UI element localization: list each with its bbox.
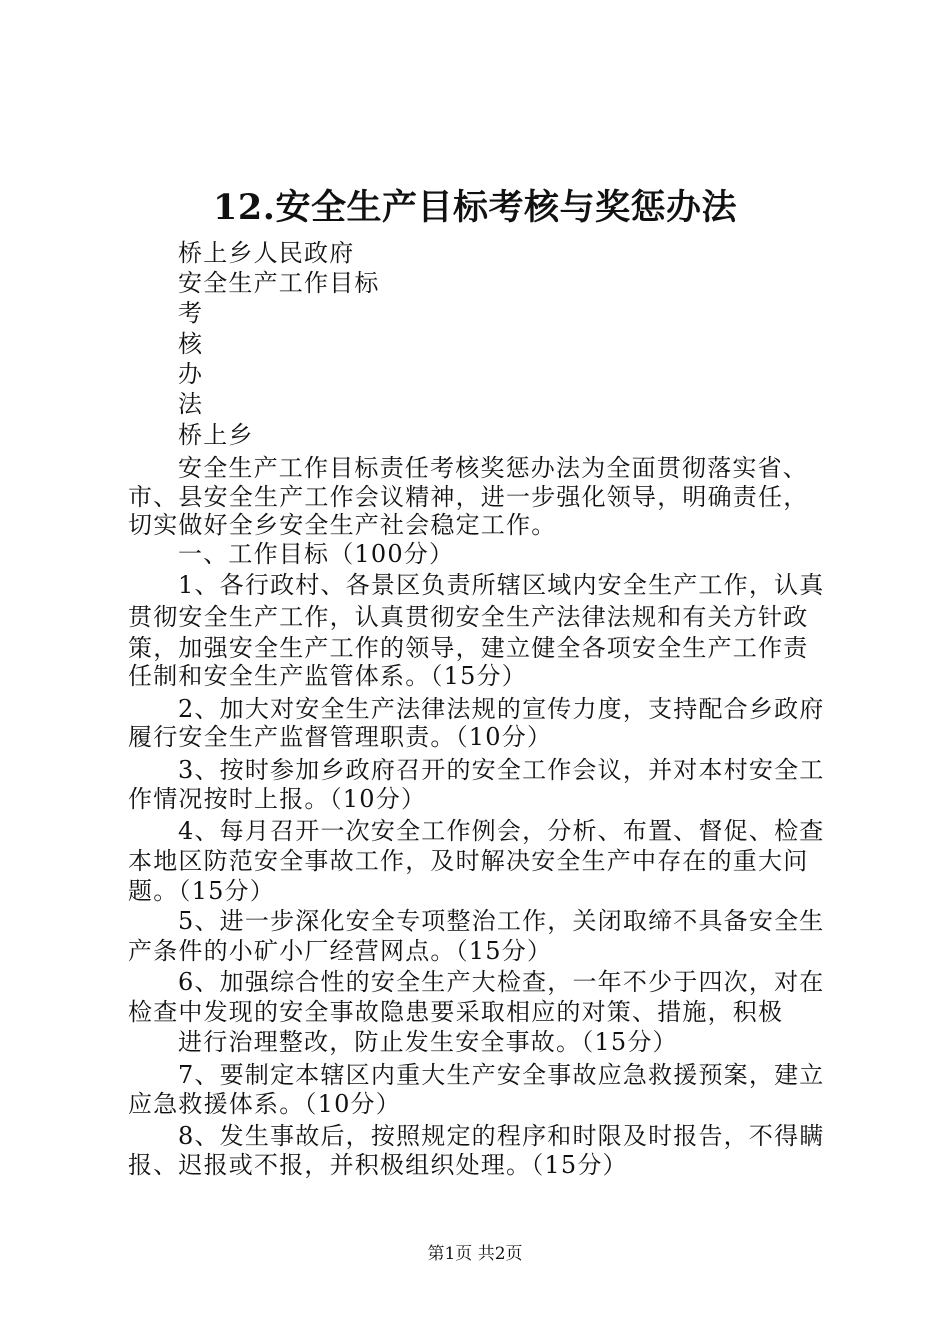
paragraph-line: 检查中发现的安全事故隐患要采取相应的对策、措施，积极 bbox=[128, 998, 784, 1026]
text-line: 安全生产工作目标 bbox=[178, 269, 380, 297]
text-line: 办 bbox=[178, 360, 204, 388]
text-line: 桥上乡 bbox=[178, 421, 254, 449]
paragraph-line: 7、要制定本辖区内重大生产安全事故应急救援预案，建立 bbox=[178, 1061, 825, 1089]
paragraph-line: 4、每月召开一次安全工作例会，分析、布置、督促、检查 bbox=[178, 817, 825, 845]
text-line: 考 bbox=[178, 299, 204, 327]
paragraph-line: 6、加强综合性的安全生产大检查，一年不少于四次，对在 bbox=[178, 968, 825, 996]
paragraph-line: 切实做好全乡安全生产社会稳定工作。 bbox=[128, 511, 557, 539]
paragraph-line: 策，加强安全生产工作的领导，建立健全各项安全生产工作责 bbox=[128, 634, 809, 662]
paragraph-line: 履行安全生产监督管理职责。（10分） bbox=[128, 723, 553, 751]
paragraph-line: 2、加大对安全生产法律法规的宣传力度，支持配合乡政府 bbox=[178, 695, 825, 723]
paragraph-line: 进行治理整改，防止发生安全事故。（15分） bbox=[178, 1028, 678, 1056]
section-heading: 一、工作目标（100分） bbox=[178, 540, 455, 568]
paragraph-line: 任制和安全生产监管体系。（15分） bbox=[128, 662, 527, 690]
paragraph-line: 3、按时参加乡政府召开的安全工作会议，并对本村安全工 bbox=[178, 756, 825, 784]
paragraph-line: 本地区防范安全事故工作，及时解决安全生产中存在的重大问 bbox=[128, 847, 809, 875]
paragraph-line: 5、进一步深化安全专项整治工作，关闭取缔不具备安全生 bbox=[178, 907, 825, 935]
paragraph-line: 报、迟报或不报，并积极组织处理。（15分） bbox=[128, 1151, 628, 1179]
paragraph-line: 作情况按时上报。（10分） bbox=[128, 785, 427, 813]
paragraph-line: 题。（15分） bbox=[128, 877, 275, 905]
paragraph-line: 产条件的小矿小厂经营网点。（15分） bbox=[128, 937, 553, 965]
paragraph-line: 安全生产工作目标责任考核奖惩办法为全面贯彻落实省、 bbox=[178, 454, 808, 482]
text-line: 核 bbox=[178, 330, 204, 358]
page-number-footer: 第1页 共2页 bbox=[427, 1244, 523, 1264]
paragraph-line: 1、各行政村、各景区负责所辖区域内安全生产工作，认真 bbox=[178, 571, 825, 599]
paragraph-line: 贯彻安全生产工作，认真贯彻安全生产法律法规和有关方针政 bbox=[128, 603, 809, 631]
text-line: 桥上乡人民政府 bbox=[178, 239, 355, 267]
document-title: 12.安全生产目标考核与奖惩办法 bbox=[213, 187, 737, 228]
paragraph-line: 8、发生事故后，按照规定的程序和时限及时报告，不得瞒 bbox=[178, 1122, 825, 1150]
paragraph-line: 市、县安全生产工作会议精神，进一步强化领导，明确责任， bbox=[128, 483, 809, 511]
text-line: 法 bbox=[178, 390, 204, 418]
paragraph-line: 应急救援体系。（10分） bbox=[128, 1090, 401, 1118]
